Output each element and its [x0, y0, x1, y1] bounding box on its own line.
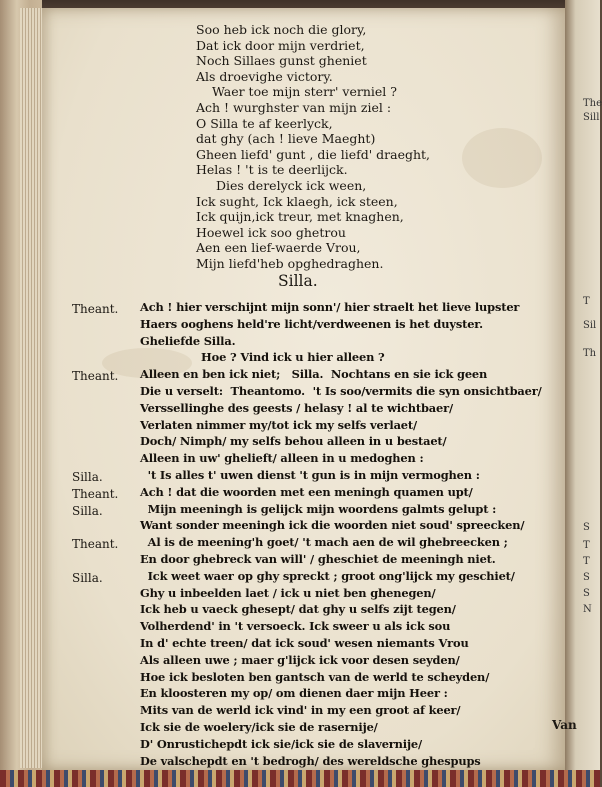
poem-line: Helas ! 't is te deerlijck. [196, 162, 348, 178]
catchword: Van [552, 718, 577, 732]
dialogue-text: Ach ! dat die woorden met een meningh quamen upt/ [140, 484, 473, 499]
facing-page-text: S [583, 588, 590, 599]
dialogue-line [72, 334, 552, 351]
poem-line: dat ghy (ach ! lieve Maeght) [196, 131, 376, 147]
dialogue-text: Volherdend' in 't versoeck. Ick sweer u als ick sou [140, 619, 451, 634]
dialogue-line [72, 754, 552, 771]
poem-line: Dies derelyck ick ween, [216, 177, 367, 193]
dialogue-text: Als alleen uwe ; maer g'lijck ick voor desen seyden/ [140, 652, 460, 667]
speaker-name: Silla. [72, 503, 103, 518]
facing-page-text: Th [583, 348, 597, 359]
dialogue-line [72, 468, 552, 485]
dialogue-line [72, 451, 552, 468]
marbled-cover-edge [0, 770, 600, 787]
poem-line: Dat ick door mijn verdriet, [196, 37, 365, 53]
facing-page-text: T [583, 296, 590, 307]
poem-line: Gheen liefd' gunt , die liefd' draeght, [196, 146, 431, 162]
dialogue-line [72, 636, 552, 653]
poem-line: Ick sught, Ick klaegh, ick steen, [196, 193, 398, 209]
poem-stanza [196, 22, 430, 272]
dialogue-line [72, 418, 552, 435]
dialogue-text: Alleen in uw' ghelieft/ alleen in u medoghen : [140, 451, 424, 466]
poem-line: Ick quijn,ick treur, met knaghen, [196, 209, 404, 225]
dialogue-line [72, 367, 552, 384]
dialogue-text: D' Onrustichepdt ick sie/ick sie de slavernije/ [140, 736, 423, 751]
dialogue-text: Al is de meening'h goet/ 't mach aen de wil ghebreecken ; [140, 535, 508, 550]
dialogue-text: Verlaten nimmer my/tot ick my selfs verlaet/ [140, 417, 418, 432]
dialogue-line [72, 485, 552, 502]
dialogue-text: De valschepdt en 't bedrogh/ des wereldsche ghespups [140, 753, 481, 768]
section-heading: Silla. [278, 272, 318, 290]
dialogue-line [72, 619, 552, 636]
dialogue-text: Doch/ Nimph/ my selfs behou alleen in u bestaet/ [140, 434, 447, 449]
poem-line: Soo heb ick noch die glory, [196, 22, 367, 37]
facing-page [565, 0, 600, 787]
facing-page-text: N [583, 604, 592, 615]
dialogue-text: Mijn meeningh is gelijck mijn woordens galmts gelupt : [140, 501, 497, 516]
facing-page-text: S [583, 522, 590, 533]
poem-line: Aen een lief-waerde Vrou, [196, 240, 361, 256]
dialogue-text: Verssellinghe des geests / helasy ! al te wichtbaer/ [140, 400, 453, 415]
poem-line: O Silla te af keerlyck, [196, 115, 333, 131]
dialogue-line [72, 300, 552, 317]
speaker-name: Theant. [72, 369, 119, 384]
dialogue-text: Ick sie de woelery/ick sie de rasernije/ [140, 719, 378, 734]
dialogue-text: Haers ooghens held're licht/verdweenen is het duyster. [140, 316, 483, 331]
speaker-name: Theant. [72, 486, 119, 501]
dialogue-line [72, 602, 552, 619]
facing-page-text: T [583, 540, 590, 551]
speaker-name: Theant. [72, 302, 119, 316]
dialogue-text: 't Is alles t' uwen dienst 't gun is in mijn vermoghen : [140, 467, 480, 482]
dialogue-line [72, 653, 552, 670]
poem-line: Waer toe mijn sterr' verniel ? [212, 84, 397, 100]
dialogue-line [72, 518, 552, 535]
dialogue-text: In d' echte treen/ dat ick soud' wesen niemants Vrou [140, 635, 469, 650]
dialogue-text: Hoe ? Vind ick u hier alleen ? [140, 350, 385, 365]
dialogue-line [72, 670, 552, 687]
dialogue-line [72, 317, 552, 334]
paper-stain [462, 128, 542, 188]
dialogue-line [72, 569, 552, 586]
dialogue-text: Hoe ick besloten ben gantsch van de werld te scheyden/ [140, 669, 490, 684]
facing-page-text: S [583, 572, 590, 583]
dialogue-text: Mits van de werld ick vind' in my een groot af keer/ [140, 703, 461, 718]
poem-line: Hoewel ick soo ghetrou [196, 224, 346, 240]
dialogue-line [72, 703, 552, 720]
facing-page-text: Sill [583, 112, 600, 123]
poem-line: Ach ! wurghster van mijn ziel : [196, 99, 392, 115]
dialogue-text: En kloosteren my op/ om dienen daer mijn Heer : [140, 686, 448, 701]
dialogue-line [72, 401, 552, 418]
dialogue-block [72, 300, 552, 770]
poem-line: Mijn liefd'heb opghedraghen. [196, 255, 384, 271]
dialogue-line [72, 384, 552, 401]
dialogue-line [72, 586, 552, 603]
dialogue-line [72, 737, 552, 754]
speaker-name: Theant. [72, 537, 119, 552]
dialogue-text: Want sonder meeningh ick die woorden niet soud' spreecken/ [140, 518, 525, 533]
dialogue-line [72, 350, 552, 367]
dialogue-text: Die u verselt: Theantomo. 't Is soo/vermits die syn onsichtbaer/ [140, 383, 542, 398]
facing-page-text: T [583, 556, 590, 567]
dialogue-text: Ick weet waer op ghy spreckt ; groot ong'lijck my geschiet/ [140, 568, 515, 583]
dialogue-text: En door ghebreck van will' / gheschiet de meeningh niet. [140, 551, 496, 566]
dialogue-line [72, 502, 552, 519]
dialogue-text: Ach ! hier verschijnt mijn sonn'/ hier straelt het lieve lupster [140, 300, 520, 314]
dialogue-text: Ghy u inbeelden laet / ick u niet ben ghenegen/ [140, 585, 436, 600]
dialogue-text: Alleen en ben ick niet; Silla. Nochtans en sie ick geen [140, 367, 488, 382]
dialogue-line [72, 552, 552, 569]
dialogue-line [72, 535, 552, 552]
facing-page-text: Sil [583, 320, 597, 331]
dialogue-text: Gheliefde Silla. [140, 333, 236, 348]
dialogue-text: Ick heb u vaeck ghesept/ dat ghy u selfs zijt tegen/ [140, 602, 456, 617]
speaker-name: Silla. [72, 570, 103, 585]
poem-line: Noch Sillaes gunst gheniet [196, 53, 367, 69]
dialogue-line [72, 434, 552, 451]
facing-page-text: The [583, 98, 602, 109]
speaker-name: Silla. [72, 469, 103, 484]
dialogue-line [72, 720, 552, 737]
dialogue-line [72, 686, 552, 703]
poem-line: Als droevighe victory. [196, 68, 333, 84]
